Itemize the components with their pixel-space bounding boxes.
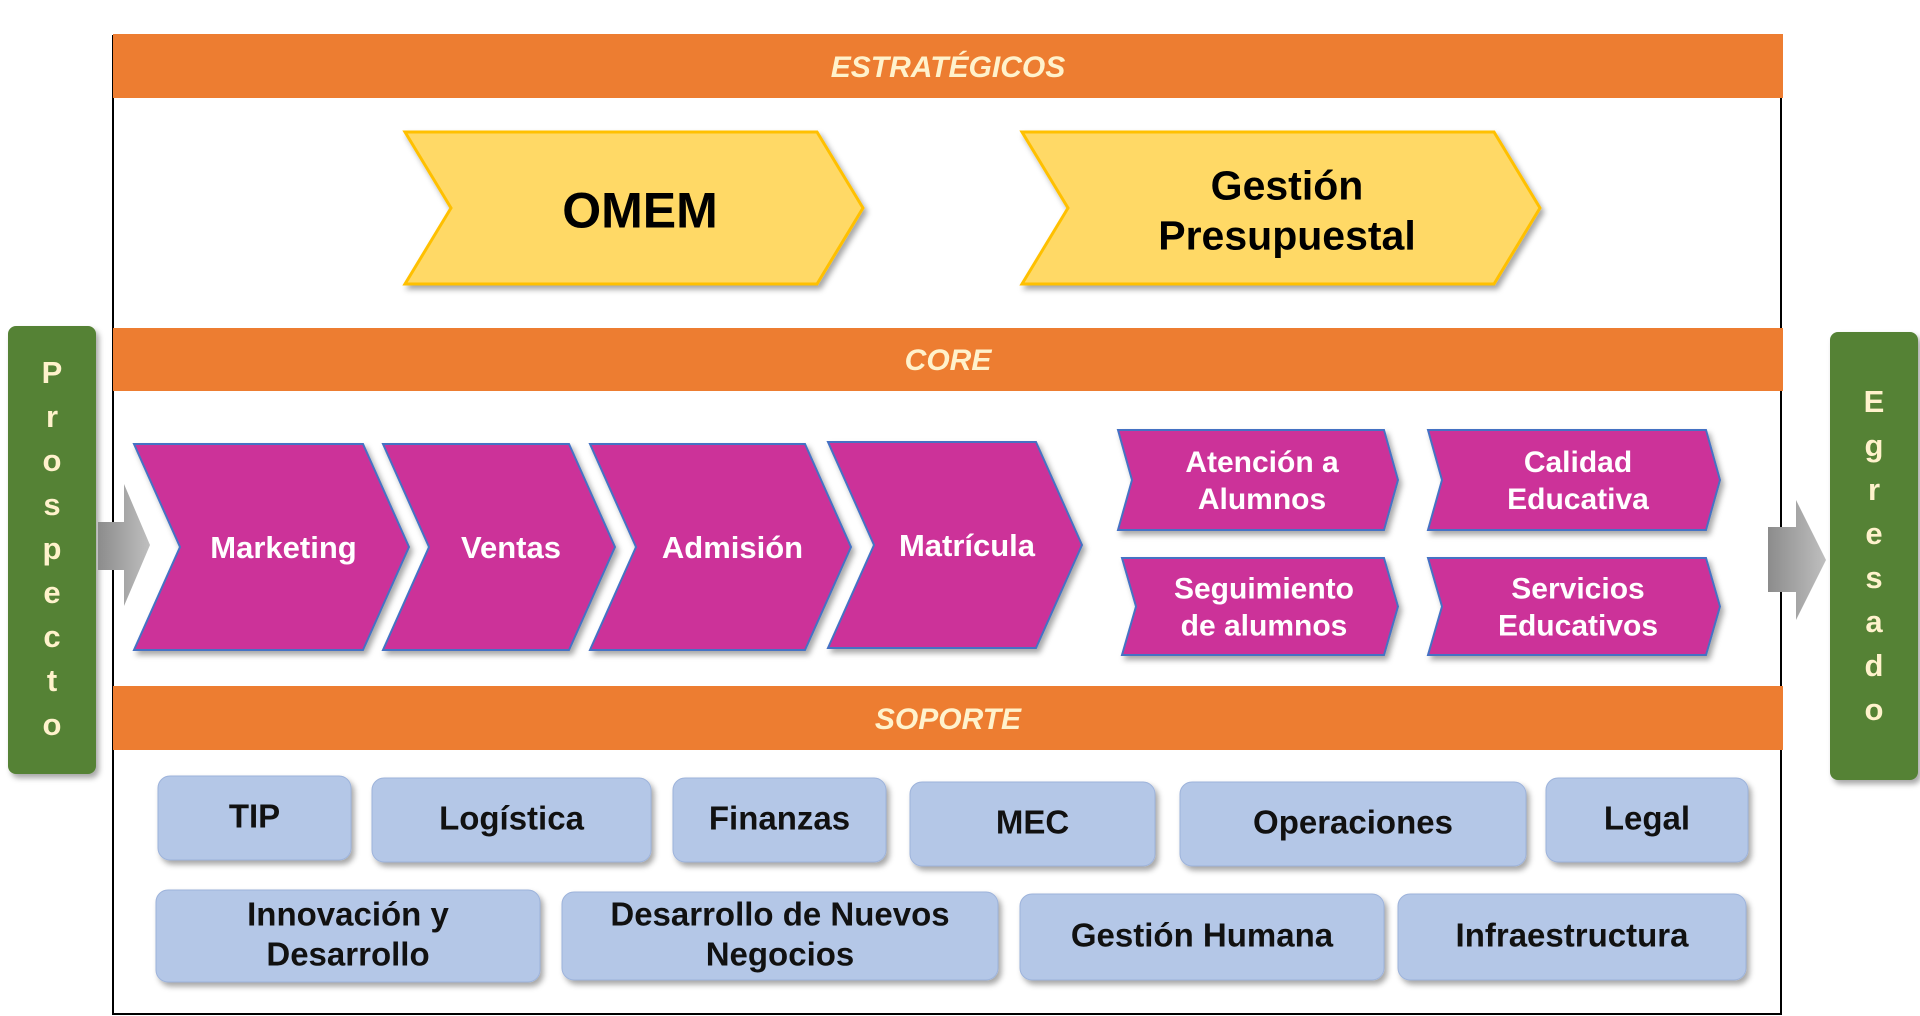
core-service-2 bbox=[1428, 430, 1720, 530]
core-process-label: Matrícula bbox=[898, 528, 1036, 563]
support-item-label-line: Legal bbox=[1603, 799, 1691, 837]
strategic-band-label: ESTRATÉGICOS bbox=[830, 51, 1066, 84]
core-process-matrícula bbox=[828, 442, 1082, 648]
support-item-row2-4 bbox=[1398, 894, 1746, 980]
egresado-letter: e bbox=[1865, 516, 1883, 551]
support-item-row1-1 bbox=[158, 776, 351, 860]
egresado-side bbox=[1830, 332, 1918, 780]
core-service-label-line: Educativa bbox=[1507, 482, 1649, 516]
prospecto-letter: p bbox=[42, 531, 62, 566]
support-item-row2-1 bbox=[156, 890, 540, 982]
egresado-letter: d bbox=[1864, 648, 1884, 683]
strategic-item-2 bbox=[1022, 132, 1540, 284]
core-service-label-line: Alumnos bbox=[1197, 482, 1327, 516]
prospecto-letter: r bbox=[45, 399, 59, 434]
core-process-marketing bbox=[134, 444, 409, 650]
egresado-letter: o bbox=[1864, 692, 1884, 727]
core-process-label: Admisión bbox=[661, 530, 804, 565]
support-item-label-line: TIP bbox=[228, 797, 281, 835]
egresado-letter: a bbox=[1865, 604, 1883, 639]
strategic-band bbox=[113, 34, 1783, 98]
core-service-3 bbox=[1122, 558, 1398, 655]
support-band-label: SOPORTE bbox=[874, 703, 1022, 736]
support-item-label-line: Infraestructura bbox=[1455, 916, 1689, 954]
egresado-letter: r bbox=[1867, 472, 1881, 507]
entry-arrow-icon bbox=[98, 484, 150, 606]
core-service-label-line: Educativos bbox=[1497, 609, 1659, 643]
core-service-4 bbox=[1428, 558, 1720, 655]
support-item-label-line: Operaciones bbox=[1253, 803, 1453, 841]
core-process-admisión bbox=[590, 444, 851, 650]
prospecto-letter: s bbox=[43, 487, 61, 522]
support-item-row1-4 bbox=[910, 782, 1155, 866]
support-item-label-line: Finanzas bbox=[708, 799, 851, 837]
core-band bbox=[113, 328, 1783, 391]
strategic-item-label-line: OMEM bbox=[562, 182, 718, 239]
prospecto-letter: c bbox=[43, 619, 61, 654]
core-service-label-line: Seguimiento bbox=[1173, 572, 1355, 606]
prospecto-letter: o bbox=[42, 707, 62, 742]
support-item-row1-6 bbox=[1546, 778, 1748, 862]
support-item-row1-5 bbox=[1180, 782, 1526, 866]
egresado-letter: E bbox=[1863, 384, 1885, 419]
support-item-label-line: Logística bbox=[439, 799, 584, 837]
strategic-item-label-line: Gestión bbox=[1210, 162, 1364, 209]
prospecto-side bbox=[8, 326, 96, 774]
core-process-ventas bbox=[383, 444, 615, 650]
support-item-label-line: Negocios bbox=[705, 935, 855, 973]
core-process-label: Marketing bbox=[210, 530, 357, 565]
support-item-row2-2 bbox=[562, 892, 998, 980]
prospecto-letter: P bbox=[41, 355, 63, 390]
core-service-label-line: Calidad bbox=[1523, 446, 1633, 480]
support-band bbox=[113, 686, 1783, 750]
prospecto-letter: t bbox=[46, 663, 58, 698]
egresado-letter: g bbox=[1864, 428, 1884, 463]
prospecto-letter: e bbox=[43, 575, 61, 610]
strategic-item-label-line: Presupuestal bbox=[1158, 212, 1416, 259]
support-item-row2-3 bbox=[1020, 894, 1384, 980]
support-item-row1-2 bbox=[372, 778, 651, 862]
core-service-1 bbox=[1118, 430, 1398, 530]
core-service-label-line: de alumnos bbox=[1180, 609, 1348, 643]
support-item-row1-3 bbox=[673, 778, 886, 862]
exit-arrow-icon bbox=[1768, 500, 1826, 620]
prospecto-letter: o bbox=[42, 443, 62, 478]
core-service-label-line: Servicios bbox=[1511, 572, 1645, 606]
strategic-item-1 bbox=[405, 132, 863, 284]
support-item-label-line: Innovación y bbox=[247, 895, 449, 933]
egresado-letter: s bbox=[1865, 560, 1883, 595]
support-item-label-line: Desarrollo bbox=[266, 935, 430, 973]
support-item-label-line: Gestión Humana bbox=[1070, 916, 1334, 954]
core-band-label: CORE bbox=[904, 344, 992, 377]
support-item-label-line: MEC bbox=[995, 803, 1070, 841]
support-item-label-line: Desarrollo de Nuevos bbox=[610, 895, 950, 933]
core-process-label: Ventas bbox=[461, 530, 561, 565]
core-service-label-line: Atención a bbox=[1185, 446, 1339, 480]
